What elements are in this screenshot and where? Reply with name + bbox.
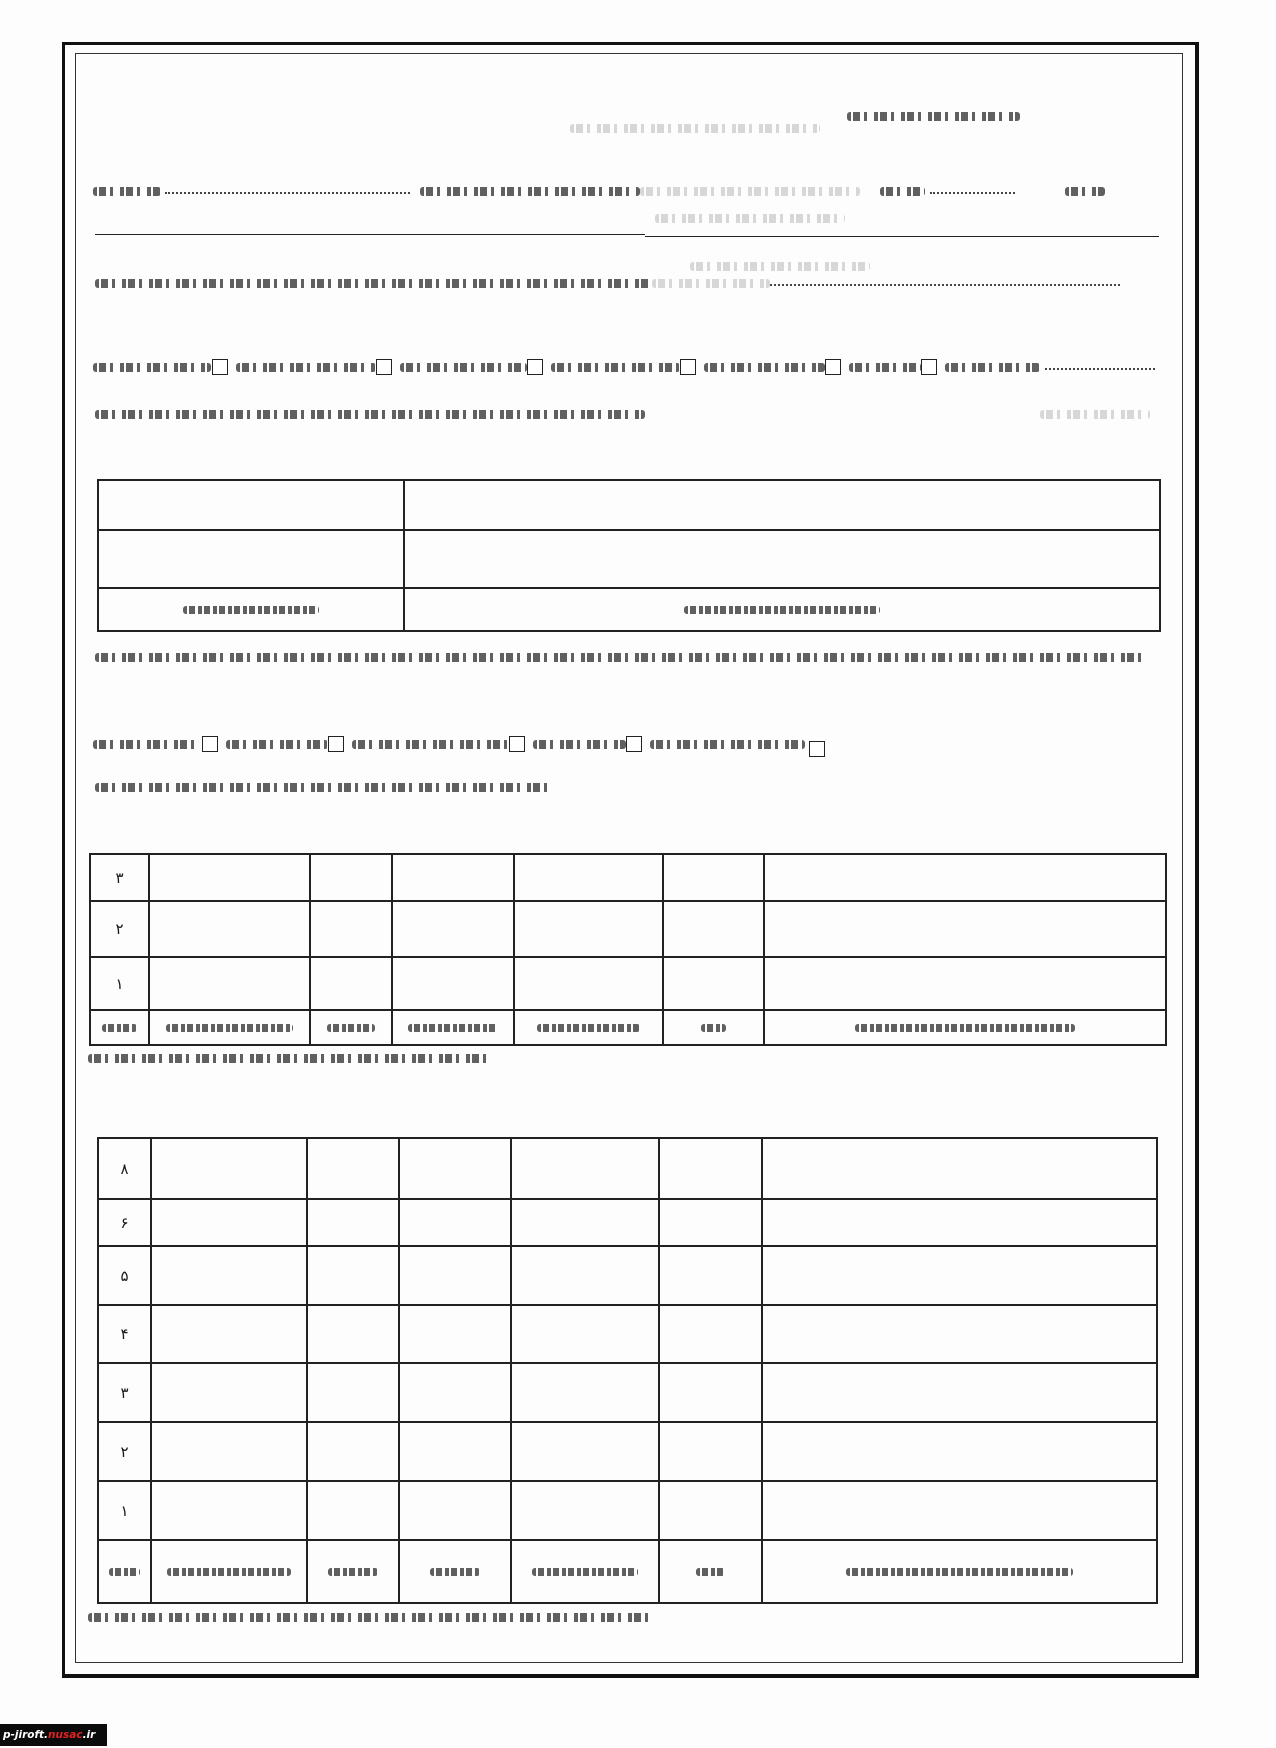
illegible-text bbox=[880, 187, 925, 196]
table-cell[interactable] bbox=[310, 901, 392, 957]
table-middle bbox=[89, 853, 1167, 1046]
checkbox[interactable] bbox=[509, 736, 525, 752]
table-cell[interactable] bbox=[399, 1481, 511, 1540]
table-cell[interactable] bbox=[659, 1481, 762, 1540]
table-cell[interactable] bbox=[98, 480, 404, 530]
table-cell[interactable] bbox=[514, 854, 663, 901]
row-number: ٣ bbox=[90, 854, 149, 901]
row-number: ۵ bbox=[98, 1246, 151, 1305]
table-cell[interactable] bbox=[404, 530, 1160, 588]
illegible-text bbox=[352, 740, 509, 749]
illegible-text bbox=[855, 1024, 1075, 1032]
row-number: ١ bbox=[90, 957, 149, 1010]
table-header-cell bbox=[762, 1540, 1157, 1603]
illegible-text bbox=[236, 363, 376, 372]
table-cell[interactable] bbox=[404, 480, 1160, 530]
table-header-cell bbox=[514, 1010, 663, 1045]
site-watermark bbox=[0, 1724, 107, 1746]
table-cell[interactable] bbox=[399, 1363, 511, 1422]
table-header-cell bbox=[90, 1010, 149, 1045]
table-cell[interactable] bbox=[663, 901, 764, 957]
table-cell[interactable] bbox=[151, 1363, 307, 1422]
table-cell[interactable] bbox=[392, 901, 514, 957]
table-cell[interactable] bbox=[151, 1246, 307, 1305]
illegible-text bbox=[1065, 187, 1105, 196]
table-header-cell bbox=[149, 1010, 310, 1045]
checkbox[interactable] bbox=[809, 741, 825, 757]
table-cell[interactable] bbox=[98, 530, 404, 588]
checkbox[interactable] bbox=[328, 736, 344, 752]
illegible-text bbox=[88, 1613, 650, 1622]
table-cell[interactable] bbox=[399, 1199, 511, 1246]
table-header-cell bbox=[663, 1010, 764, 1045]
table-cell[interactable] bbox=[764, 957, 1166, 1010]
illegible-text bbox=[400, 363, 527, 372]
illegible-text bbox=[640, 187, 860, 196]
illegible-text bbox=[849, 363, 921, 372]
illegible-text bbox=[183, 606, 320, 614]
row-number: ٢ bbox=[98, 1422, 151, 1481]
table-header-cell bbox=[98, 588, 404, 631]
table-cell[interactable] bbox=[762, 1363, 1157, 1422]
illegible-text bbox=[1040, 410, 1150, 419]
checkbox[interactable] bbox=[212, 359, 228, 375]
table-header-cell bbox=[392, 1010, 514, 1045]
illegible-text bbox=[95, 410, 645, 419]
row-number: ١ bbox=[98, 1481, 151, 1540]
table-cell[interactable] bbox=[399, 1305, 511, 1363]
table-cell[interactable] bbox=[762, 1481, 1157, 1540]
table-cell[interactable] bbox=[151, 1481, 307, 1540]
illegible-text bbox=[95, 653, 1145, 662]
illegible-text bbox=[226, 740, 328, 749]
illegible-text bbox=[696, 1568, 724, 1576]
illegible-text bbox=[420, 187, 640, 196]
table-cell[interactable] bbox=[151, 1138, 307, 1199]
table-cell[interactable] bbox=[659, 1363, 762, 1422]
table-cell[interactable] bbox=[310, 957, 392, 1010]
row-number: ۶ bbox=[98, 1199, 151, 1246]
table-cell[interactable] bbox=[762, 1305, 1157, 1363]
watermark-part: .ir bbox=[82, 1729, 96, 1741]
illegible-text bbox=[95, 279, 652, 288]
checkbox[interactable] bbox=[202, 736, 218, 752]
table-cell[interactable] bbox=[511, 1481, 659, 1540]
table-cell[interactable] bbox=[307, 1246, 399, 1305]
checkbox[interactable] bbox=[527, 359, 543, 375]
table-cell[interactable] bbox=[514, 957, 663, 1010]
table-cell[interactable] bbox=[392, 957, 514, 1010]
illegible-text bbox=[533, 740, 626, 749]
table-header-cell bbox=[764, 1010, 1166, 1045]
illegible-text bbox=[945, 363, 1040, 372]
table-cell[interactable] bbox=[764, 901, 1166, 957]
illegible-text bbox=[650, 740, 805, 749]
table-cell[interactable] bbox=[511, 1305, 659, 1363]
table-cell[interactable] bbox=[307, 1138, 399, 1199]
checkbox[interactable] bbox=[680, 359, 696, 375]
row-number: ۴ bbox=[98, 1305, 151, 1363]
table-cell[interactable] bbox=[659, 1422, 762, 1481]
table-cell[interactable] bbox=[307, 1363, 399, 1422]
illegible-text bbox=[166, 1024, 293, 1032]
checkbox[interactable] bbox=[376, 359, 392, 375]
table-cell[interactable] bbox=[392, 854, 514, 901]
illegible-text bbox=[847, 112, 1020, 121]
table-header-cell bbox=[310, 1010, 392, 1045]
table-header-cell bbox=[399, 1540, 511, 1603]
watermark-part: nusac bbox=[48, 1729, 83, 1741]
table-cell[interactable] bbox=[307, 1481, 399, 1540]
table-cell[interactable] bbox=[511, 1199, 659, 1246]
fill-in-line[interactable] bbox=[770, 284, 1120, 286]
illegible-text bbox=[430, 1568, 480, 1576]
table-cell[interactable] bbox=[151, 1305, 307, 1363]
table-cell[interactable] bbox=[307, 1422, 399, 1481]
table-header-cell bbox=[98, 1540, 151, 1603]
table-cell[interactable] bbox=[511, 1422, 659, 1481]
illegible-text bbox=[88, 1054, 490, 1063]
row-number: ٣ bbox=[98, 1363, 151, 1422]
fill-in-line[interactable] bbox=[165, 192, 410, 194]
fill-in-line[interactable] bbox=[930, 192, 1015, 194]
illegible-text bbox=[537, 1024, 640, 1032]
illegible-text bbox=[652, 279, 770, 288]
table-bottom bbox=[97, 1137, 1158, 1604]
table-cell[interactable] bbox=[663, 957, 764, 1010]
table-header-cell bbox=[307, 1540, 399, 1603]
illegible-text bbox=[109, 1568, 140, 1576]
table-cell[interactable] bbox=[149, 854, 310, 901]
table-header-cell bbox=[511, 1540, 659, 1603]
fill-in-line[interactable] bbox=[1045, 368, 1155, 370]
illegible-text bbox=[570, 124, 820, 133]
illegible-text bbox=[684, 606, 880, 614]
table-cell[interactable] bbox=[514, 901, 663, 957]
illegible-text bbox=[95, 783, 550, 792]
table-header-cell bbox=[659, 1540, 762, 1603]
watermark-part: p-jiroft. bbox=[3, 1729, 49, 1741]
illegible-text bbox=[93, 187, 161, 196]
table-cell[interactable] bbox=[149, 901, 310, 957]
illegible-text bbox=[551, 363, 680, 372]
table-top bbox=[97, 479, 1161, 632]
table-cell[interactable] bbox=[310, 854, 392, 901]
table-cell[interactable] bbox=[511, 1246, 659, 1305]
illegible-text bbox=[102, 1024, 136, 1032]
illegible-text bbox=[93, 363, 211, 372]
illegible-text bbox=[846, 1568, 1074, 1576]
table-cell[interactable] bbox=[511, 1138, 659, 1199]
table-cell[interactable] bbox=[511, 1363, 659, 1422]
illegible-text bbox=[655, 214, 845, 223]
table-cell[interactable] bbox=[659, 1199, 762, 1246]
illegible-text bbox=[327, 1024, 375, 1032]
illegible-text bbox=[408, 1024, 498, 1032]
table-cell[interactable] bbox=[151, 1199, 307, 1246]
checkbox[interactable] bbox=[825, 359, 841, 375]
table-cell[interactable] bbox=[762, 1422, 1157, 1481]
table-cell[interactable] bbox=[307, 1305, 399, 1363]
table-cell[interactable] bbox=[659, 1305, 762, 1363]
table-cell[interactable] bbox=[149, 957, 310, 1010]
illegible-text bbox=[704, 363, 825, 372]
table-cell[interactable] bbox=[307, 1199, 399, 1246]
table-cell[interactable] bbox=[762, 1138, 1157, 1199]
table-header-cell bbox=[404, 588, 1160, 631]
table-cell[interactable] bbox=[663, 854, 764, 901]
divider-line bbox=[645, 236, 1159, 237]
table-cell[interactable] bbox=[399, 1138, 511, 1199]
table-cell[interactable] bbox=[764, 854, 1166, 901]
table-cell[interactable] bbox=[151, 1422, 307, 1481]
checkbox[interactable] bbox=[921, 359, 937, 375]
illegible-text bbox=[93, 740, 201, 749]
table-cell[interactable] bbox=[762, 1246, 1157, 1305]
illegible-text bbox=[701, 1024, 726, 1032]
table-cell[interactable] bbox=[399, 1246, 511, 1305]
illegible-text bbox=[167, 1568, 290, 1576]
table-cell[interactable] bbox=[659, 1246, 762, 1305]
illegible-text bbox=[328, 1568, 378, 1576]
divider-line bbox=[95, 234, 645, 235]
row-number: ٨ bbox=[98, 1138, 151, 1199]
table-cell[interactable] bbox=[762, 1199, 1157, 1246]
illegible-text bbox=[532, 1568, 637, 1576]
row-number: ٢ bbox=[90, 901, 149, 957]
checkbox[interactable] bbox=[626, 736, 642, 752]
table-cell[interactable] bbox=[399, 1422, 511, 1481]
illegible-text bbox=[690, 262, 870, 271]
table-cell[interactable] bbox=[659, 1138, 762, 1199]
table-header-cell bbox=[151, 1540, 307, 1603]
